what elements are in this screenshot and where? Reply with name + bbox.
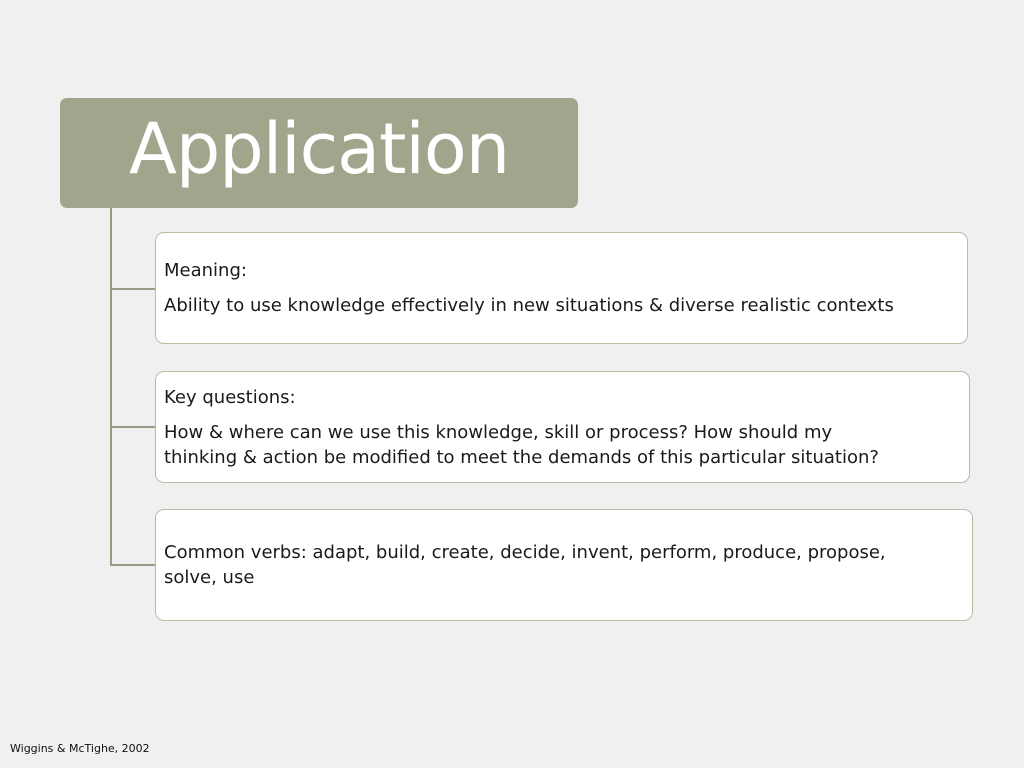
key-questions-card [155, 371, 970, 483]
key-questions-heading: Key questions: [164, 386, 296, 408]
key-questions-text-line-1: How & where can we use this knowledge, skill or process? How should my [164, 421, 833, 443]
common-verbs-text-line-2: solve, use [164, 567, 255, 588]
common-verbs-card [155, 509, 973, 621]
tree-connector-branch-2 [110, 426, 156, 428]
meaning-heading: Meaning: [164, 260, 247, 281]
common-verbs-text-line-1: Common verbs: adapt, build, create, decide, invent, perform, produce, propose, [164, 542, 886, 563]
meaning-text: Ability to use knowledge effectively in new situations & diverse realistic contexts [164, 295, 894, 316]
key-questions-text-line-2: thinking & action be modified to meet the demands of this particular situation? [164, 446, 879, 468]
meaning-card [155, 232, 968, 344]
slide-title: Application [128, 108, 510, 190]
tree-connector-branch-3 [110, 564, 156, 566]
citation: Wiggins & McTighe, 2002 [10, 742, 150, 755]
tree-connector-branch-1 [110, 288, 156, 290]
tree-connector-vertical [110, 208, 112, 565]
title-box [60, 98, 578, 208]
